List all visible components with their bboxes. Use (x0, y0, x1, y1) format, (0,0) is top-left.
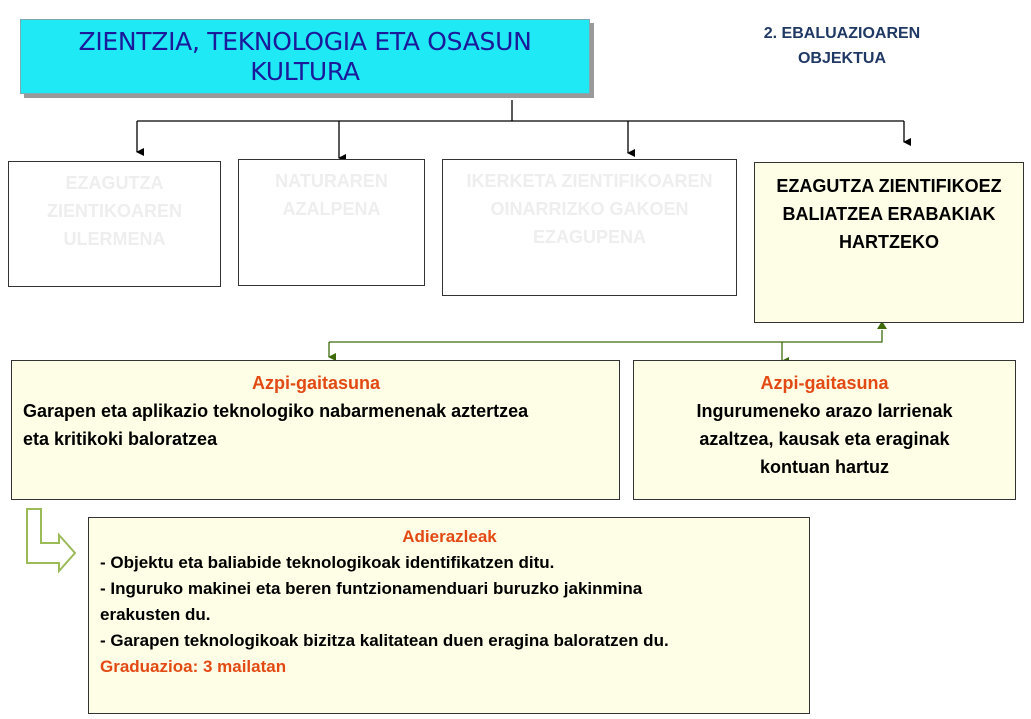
indicator-item: erakusten du. (100, 605, 211, 624)
indicators-title: Adierazleak (402, 527, 497, 546)
bent-arrow-icon (27, 509, 75, 571)
subcompetence-text-line: kontuan hartuz (760, 457, 889, 477)
subcompetence-title: Azpi-gaitasuna (251, 373, 380, 393)
main-title: ZIENTZIA, TEKNOLOGIA ETA OSASUN KULTURA (78, 26, 532, 86)
main-title-box (20, 19, 590, 94)
section-label: 2. EBALUAZIOAREN OBJEKTUA (763, 25, 921, 67)
indicators-box (88, 517, 810, 714)
category-box-decision-making: EZAGUTZA ZIENTIFIKOEZ BALIATZEA ERABAKIAK HARTZEKO (754, 162, 1024, 323)
subcompetence-text-line: Garapen eta aplikazio teknologiko nabarmenenak aztertzea (23, 401, 529, 421)
indicator-item: - Inguruko makinei eta beren funtzionamenduari buruzko jakinmina (100, 579, 643, 598)
subcompetence-title: Azpi-gaitasuna (760, 373, 889, 393)
category-box-explanation: NATURAREN AZALPENA (238, 159, 425, 286)
subcompetence-text-line: Ingurumeneko arazo larrienak (696, 401, 953, 421)
category-box-research: IKERKETA ZIENTIFIKOAREN OINARRIZKO GAKOEN EZAGUPENA (442, 159, 737, 296)
indicator-item: - Objektu eta baliabide teknologikoak identifikatzen ditu. (100, 553, 555, 572)
subcompetence-text-line: azaltzea, kausak eta eraginak (699, 429, 950, 449)
graduation-label: Graduazioa: 3 mailatan (100, 657, 287, 676)
category-box-understanding: EZAGUTZA ZIENTIKOAREN ULERMENA (8, 161, 221, 287)
subcompetence-box-technology (11, 360, 620, 500)
connector-green-main (329, 330, 882, 342)
indicator-item: - Garapen teknologikoak bizitza kalitatean duen eragina baloratzen du. (100, 631, 669, 650)
subcompetence-text-line: eta kritikoki baloratzea (23, 429, 218, 449)
subcompetence-box-environment (633, 360, 1016, 500)
